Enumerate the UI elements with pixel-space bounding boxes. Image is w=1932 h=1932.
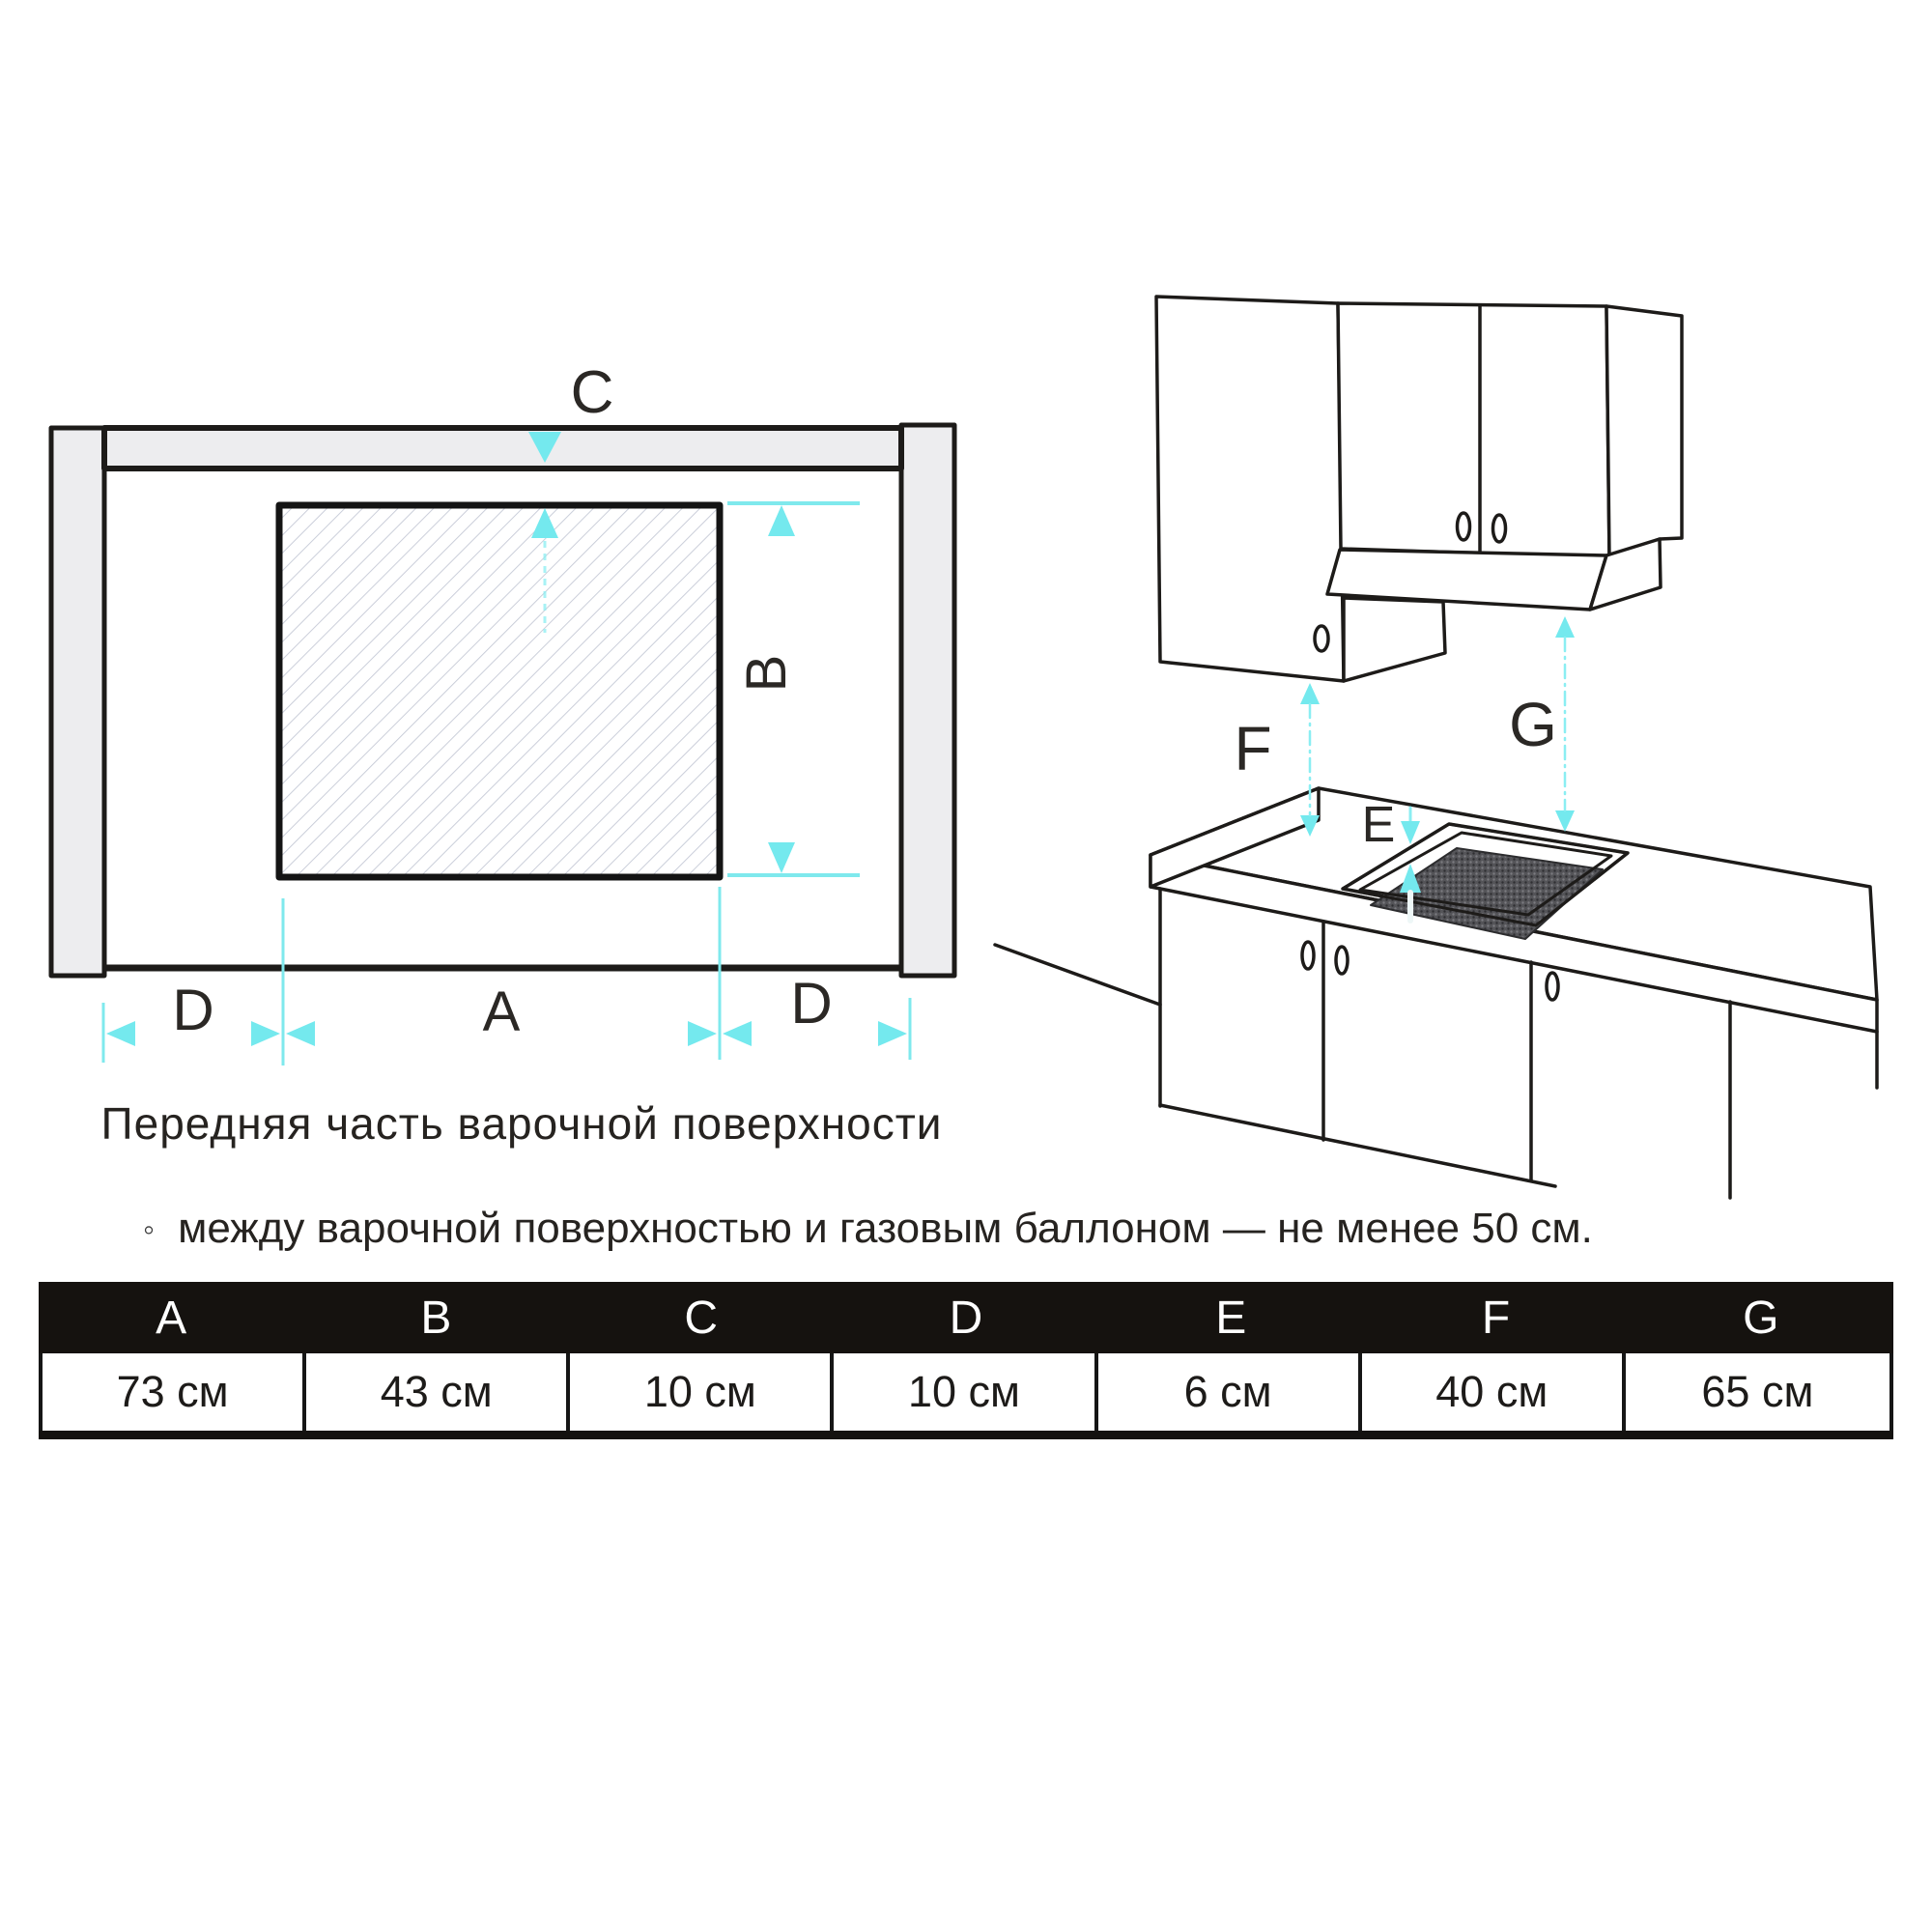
base-handle-1 [1302,942,1314,969]
dimensions-table-header [39,1282,1893,1353]
value-cell-a: 73 см [43,1353,306,1431]
wall-cabinet-side-panel [1606,306,1682,557]
dimensions-table [39,1282,1893,1439]
base-handle-3 [1547,973,1558,1000]
wall-cabinet-handle-left [1458,513,1470,540]
g-arrow-bottom-icon [1555,810,1575,832]
right-wall-strip [901,425,954,976]
dim-label-e: E [1361,797,1396,853]
tall-cabinet-lower-side [1344,598,1445,681]
dim-label-b: B [735,654,798,693]
dim-label-a: A [482,980,521,1043]
dim-label-d-right: D [790,971,833,1036]
value-cell-e: 6 см [1098,1353,1362,1431]
header-cell-c: C [684,1292,719,1344]
base-handle-2 [1336,947,1348,974]
wall-cabinet-front [1338,303,1609,557]
f-arrow-top-icon [1300,683,1320,704]
b-top-arrow-up-icon [768,505,795,536]
note-text: между варочной поверхностью и газовым баллоном — не менее 50 см. [178,1205,1593,1252]
dimensions-table-values [39,1353,1893,1431]
header-cell-a: A [156,1292,187,1344]
header-cell-g: G [1743,1292,1779,1344]
value-cell-c: 10 см [570,1353,834,1431]
d2-left-arrow-icon [723,1021,752,1046]
left-wall-strip [51,428,104,976]
dim-label-c: C [570,359,614,426]
value-cell-d: 10 см [834,1353,1097,1431]
header-cell-f: F [1481,1292,1511,1344]
gas-cylinder-note [143,1205,1593,1255]
header-cell-b: B [420,1292,452,1344]
cutout-area [279,505,720,877]
d2-right-arrow-icon [878,1021,907,1046]
dim-label-g: G [1509,690,1557,759]
a-left-arrow-icon [286,1021,315,1046]
header-cell-e: E [1215,1292,1247,1344]
a-right-arrow-icon [688,1021,717,1046]
g-arrow-top-icon [1555,616,1575,638]
header-cell-d: D [949,1292,983,1344]
front-side-caption: Передняя часть варочной поверхности [100,1098,943,1149]
value-cell-f: 40 см [1362,1353,1626,1431]
tall-cabinet-front [1156,297,1344,681]
bullet-icon: ◦ [143,1211,156,1248]
tall-cabinet-handle [1315,626,1328,651]
b-bottom-arrow-down-icon [768,842,795,873]
wall-cabinet-handle-right [1493,515,1506,542]
cutout-top-view-diagram [51,359,954,1065]
dim-label-d-left: D [172,978,214,1042]
d-right-arrow-icon [251,1021,280,1046]
wall-floor-line [995,945,1160,1005]
dim-label-f: F [1234,714,1272,783]
d-left-arrow-icon [106,1021,135,1046]
value-cell-g: 65 см [1701,1367,1814,1416]
kitchen-isometric-diagram [995,297,1877,1198]
back-wall-strip [104,428,901,469]
value-cell-b: 43 см [306,1353,570,1431]
